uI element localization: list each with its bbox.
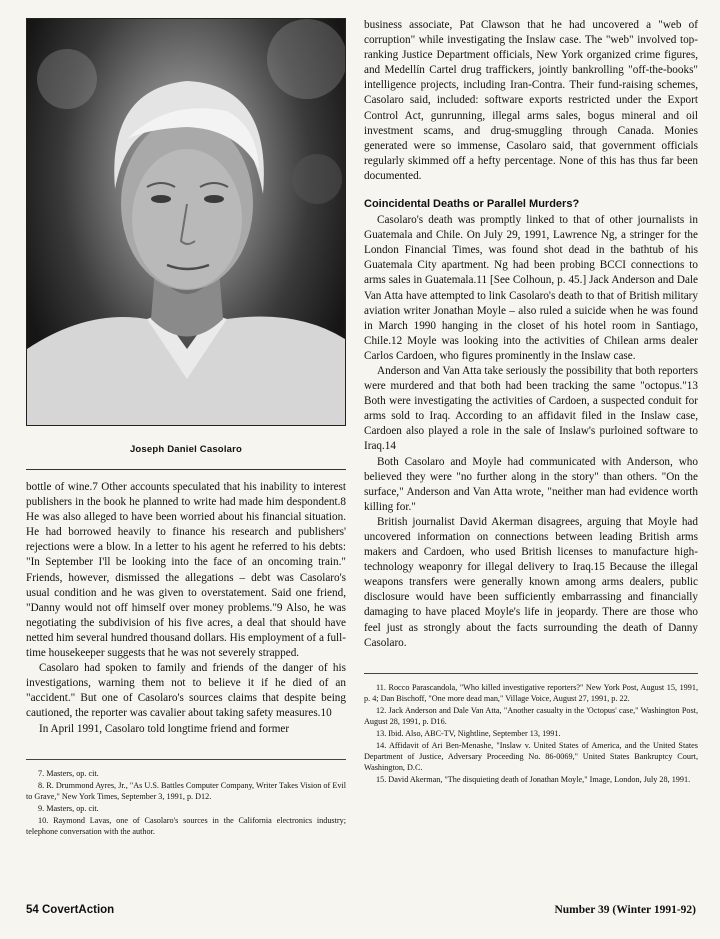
photo-caption: Joseph Daniel Casolaro (129, 444, 243, 455)
body-paragraph: Casolaro had spoken to family and friends of the danger of his investigations, warning them not to believe it if he died of an "accident." But one of Casolaro's sources claims that despite being cautioned, the reporter was cavalier about taking safety measures.10 (26, 662, 346, 720)
right-column (364, 18, 698, 786)
footnote: 8. R. Drummond Ayres, Jr., "As U.S. Battles Computer Company, Writer Takes Vision of Evil to Grave," New York Times, September 3, 1991, p. D12. (26, 780, 346, 801)
footnote: 11. Rocco Parascandola, "Who killed investigative reporters?" New York Post, August 15, 1991, p. 4; Dan Bischoff, "One more dead man," Village Voice, August 27, 1991, p. 22. (364, 682, 698, 703)
body-paragraph: Anderson and Van Atta take seriously the possibility that both reporters were murdered and that both had been tracking the same "octopus."13 Both were investigating the activities of Cardoen, a suspected conduit for arms sold to Iraq. According to an affidavit filed in the Inslaw case, Cardoen also played a role in the sale of Inslaw's purloined software to Iraq.14 (364, 364, 698, 453)
left-column (26, 18, 346, 838)
portrait-photo (26, 18, 346, 426)
footnote: 12. Jack Anderson and Dale Van Atta, "Another casualty in the 'Octopus' case," Washington Post, August 28, 1991, p. D16. (364, 705, 698, 726)
body-paragraph: Both Casolaro and Moyle had communicated with Anderson, who believed they were "no further along in the story" than others. "On the surface," Anderson and Van Atta wrote, "neither man had evidence worth killing for." (364, 455, 698, 513)
footnotes (364, 673, 698, 785)
section-heading: Coincidental Deaths or Parallel Murders? (364, 198, 580, 211)
footnote: 15. David Akerman, "The disquieting death of Jonathan Moyle," Image, London, July 28, 1991. (376, 774, 691, 784)
footnote: 10. Raymond Lavas, one of Casolaro's sources in the California electronics industry; telephone conversation with the author. (26, 815, 346, 836)
body-paragraph: In April 1991, Casolaro told longtime friend and former (39, 722, 290, 735)
footnote: 13. Ibid. Also, ABC-TV, Nightline, September 13, 1991. (376, 728, 561, 738)
footer-issue-label: Number 39 (Winter 1991-92) (554, 904, 696, 916)
footnote: 14. Affidavit of Ari Ben-Menashe, "Inslaw v. United States of America, and the United States Department of Justice, Adversary Proceeding No. 86-0069," United States Bankruptcy Court, Washington, D.C. (364, 740, 698, 772)
body-paragraph: bottle of wine.7 Other accounts speculated that his inability to interest publishers in the book he planned to write had made him despondent.8 He was also alleged to have been worried about his financial situation. He had borrowed heavily to finance his research and publishers' rejections were a blow. In a letter to his agent he referred to his debts: "In September I'll be looking into the face of an oncoming train." Friends, however, dismissed the allegations – debt was Casolaro's usual condition and he was given to overstatement. Said one friend, "Danny would not off himself over money problems."9 Also, he was negotiating the subdivision of his five acres, a deal that should have netted him several hundred thousand dollars. His employment of a full-time housekeeper suggests that he was not severely strapped. (26, 481, 346, 660)
footnote: 9. Masters, op. cit. (38, 803, 99, 813)
body-paragraph: business associate, Pat Clawson that he had uncovered a "web of corruption" while investigating the Inslaw case. The "web" involved top-ranking Justice Department officials, New York organized crime figures, and Medellín Cartel drug traffickers, jointly bankrolling "off-the-books" intelligence projects, including Iran-Contra. Their fund-raising schemes, Casolaro said, included: software exports restricted under the Export Control Act, gunrunning, illegal arms sales, bogus mineral and oil investment scams, and drug-smuggling through Canada. Monies generated were so immense, Casolaro said, that government officials regularly skimmed off a hefty percentage. None of this has thus far been documented. (364, 19, 698, 182)
footnotes (26, 759, 346, 837)
body-paragraph: Casolaro's death was promptly linked to that of other journalists in Guatemala and Chile. On July 29, 1991, Lawrence Ng, a stringer for the London Financial Times, was found shot dead in the bathtub of his Guatemala City apartment. Ng had been probing BCCI connections to arms sales in Guatemala.11 [See Colhoun, p. 45.] Jack Anderson and Dale Van Atta have attempted to link Casolaro's death to that of British military aviation writer Jonathan Moyle – also ruled a suicide when he was found in March 1990 hanging in the closet of his hotel room in Santiago, Chile.12 Moyle was looking into the activities of Chilean arms dealer Carlos Cardoen, who figures prominently in the Inslaw case. (364, 214, 698, 362)
footer-page-label: 54 CovertAction (26, 904, 115, 916)
divider (26, 469, 346, 470)
body-paragraph: British journalist David Akerman disagrees, arguing that Moyle had uncovered information on connections between leading British arms makers and Cardoen, who used British licenses to manufacture high-technology weaponry for illegal delivery to Iraq.15 Because the illegal weapons transfers were generally known among arms dealers, public disclosure would have been sufficiently embarrassing and financially damaging to have placed Moyle's life in jeopardy. There are those who feel just as strongly about the facts surrounding the death of Danny Casolaro. (364, 515, 698, 649)
footnote: 7. Masters, op. cit. (38, 768, 99, 778)
